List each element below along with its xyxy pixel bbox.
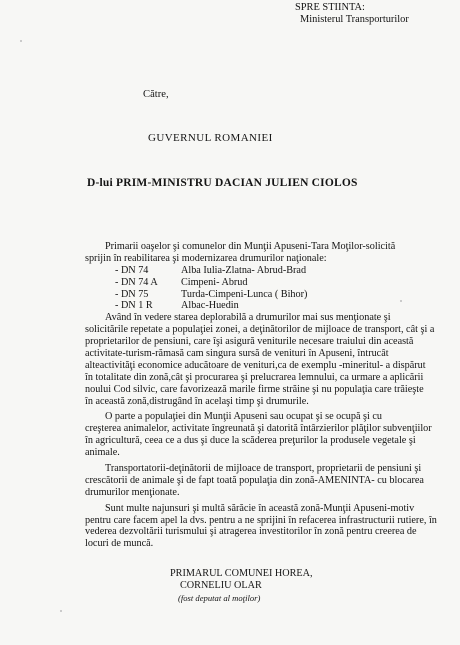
letter-body [85, 241, 437, 550]
signature-title: PRIMARUL COMUNEI HOREA, [170, 568, 313, 579]
salutation: Către, [143, 89, 169, 100]
road-name: Turda-Cimpeni-Lunca ( Bihor) [181, 288, 308, 300]
road-item [85, 300, 425, 312]
road-item [85, 265, 425, 277]
p3-line: în agricultură, ceea ce a dus şi duce la scăderea preţurilor la produsele vegetale şi [85, 435, 416, 447]
road-name: Cimpeni- Abrud [181, 276, 248, 288]
road-item [85, 277, 425, 289]
p3-line: animale. [85, 447, 120, 459]
p2-line: în totalitate din zonă,cât şi procurarea şi prelucrarea lemnului, ca urmare a aplicării [85, 371, 424, 383]
p5-line: vederea dezvoltării turismului şi atragerea investitorilor în zonă pentru creerea de [85, 526, 417, 538]
p1-line: Primarii oaşelor şi comunelor din Munţii Apuseni-Tara Moţilor-solicită [105, 241, 396, 252]
road-code: - DN 74 A [115, 276, 158, 288]
scan-speck [60, 610, 62, 612]
ministry-name: Ministerul Transporturilor [300, 14, 409, 25]
p3-line: creşterea animalelor, activitate îngreunată şi datorită întârzierilor plăţilor subvenţiilor [85, 423, 432, 435]
p5-line: Sunt multe najunsuri şi multă sărăcie în această zonă-Munţii Apuseni-motiv [105, 502, 415, 514]
road-name: Albac-Huedin [181, 300, 239, 312]
p4-line: crescătorii de animale şi de fapt toată populaţia din zonă-AMENINTA- cu blocarea [85, 474, 424, 486]
road-item [85, 289, 425, 301]
p5-line: locuri de muncă. [85, 538, 154, 550]
recipient-info-label: SPRE STIINTA: [295, 2, 365, 13]
p2-line: solicitările repetate a populaţiei zonei, a deţinătorilor de mijloace de transport, cât şi a [85, 324, 435, 336]
p4-line: drumurilor menţionate. [85, 486, 180, 498]
signature-name: CORNELIU OLAR [180, 580, 262, 591]
signature-note: (fost deputat al moţilor) [178, 593, 261, 603]
road-code: - DN 74 [115, 264, 149, 276]
scan-speck [20, 40, 22, 42]
scan-speck [400, 300, 402, 302]
p2-line: alteactivităţi economice aducătoare de venituri,ca de exemplu -mineritul- a dispărut [85, 359, 426, 371]
p4-line: Transportatorii-deţinătorii de mijloace de transport, proprietarii de pensiuni şi [105, 463, 422, 475]
p2-line: Având în vedere starea deplorabilă a drumurilor mai sus menţionate şi [105, 312, 391, 324]
p2-line: noului Cod silvic, care favorizează marile firme străine şi nu populaţia care trăieşte [85, 383, 424, 395]
p5-line: pentru care facem apel la dvs. pentru a ne sprijini în refacerea infrastructurii rutiere, în [85, 514, 437, 526]
p2-line: în această zonă,distrugând în acelaşi timp şi drumurile. [85, 395, 309, 407]
p2-line: activitate-turism-rămasă cam singura sursă de venituri în Apuseni, întrucât [85, 348, 389, 360]
p2-line: proprietarilor de pensiuni, care îşi asigură veniturile necesare traiului din această [85, 336, 414, 348]
p1-line: sprijin în reabilitarea şi modernizarea drumurilor naţionale: [85, 252, 327, 264]
addressee-prime-minister: D-lui PRIM-MINISTRU DACIAN JULIEN CIOLOS [87, 177, 358, 189]
addressee-government: GUVERNUL ROMANIEI [148, 132, 273, 144]
road-code: - DN 1 R [115, 300, 153, 312]
road-name: Alba Iulia-Zlatna- Abrud-Brad [181, 264, 307, 276]
p3-line: O parte a populaţiei din Munţii Apuseni sau ocupat şi se ocupă şi cu [105, 411, 382, 423]
road-code: - DN 75 [115, 288, 149, 300]
